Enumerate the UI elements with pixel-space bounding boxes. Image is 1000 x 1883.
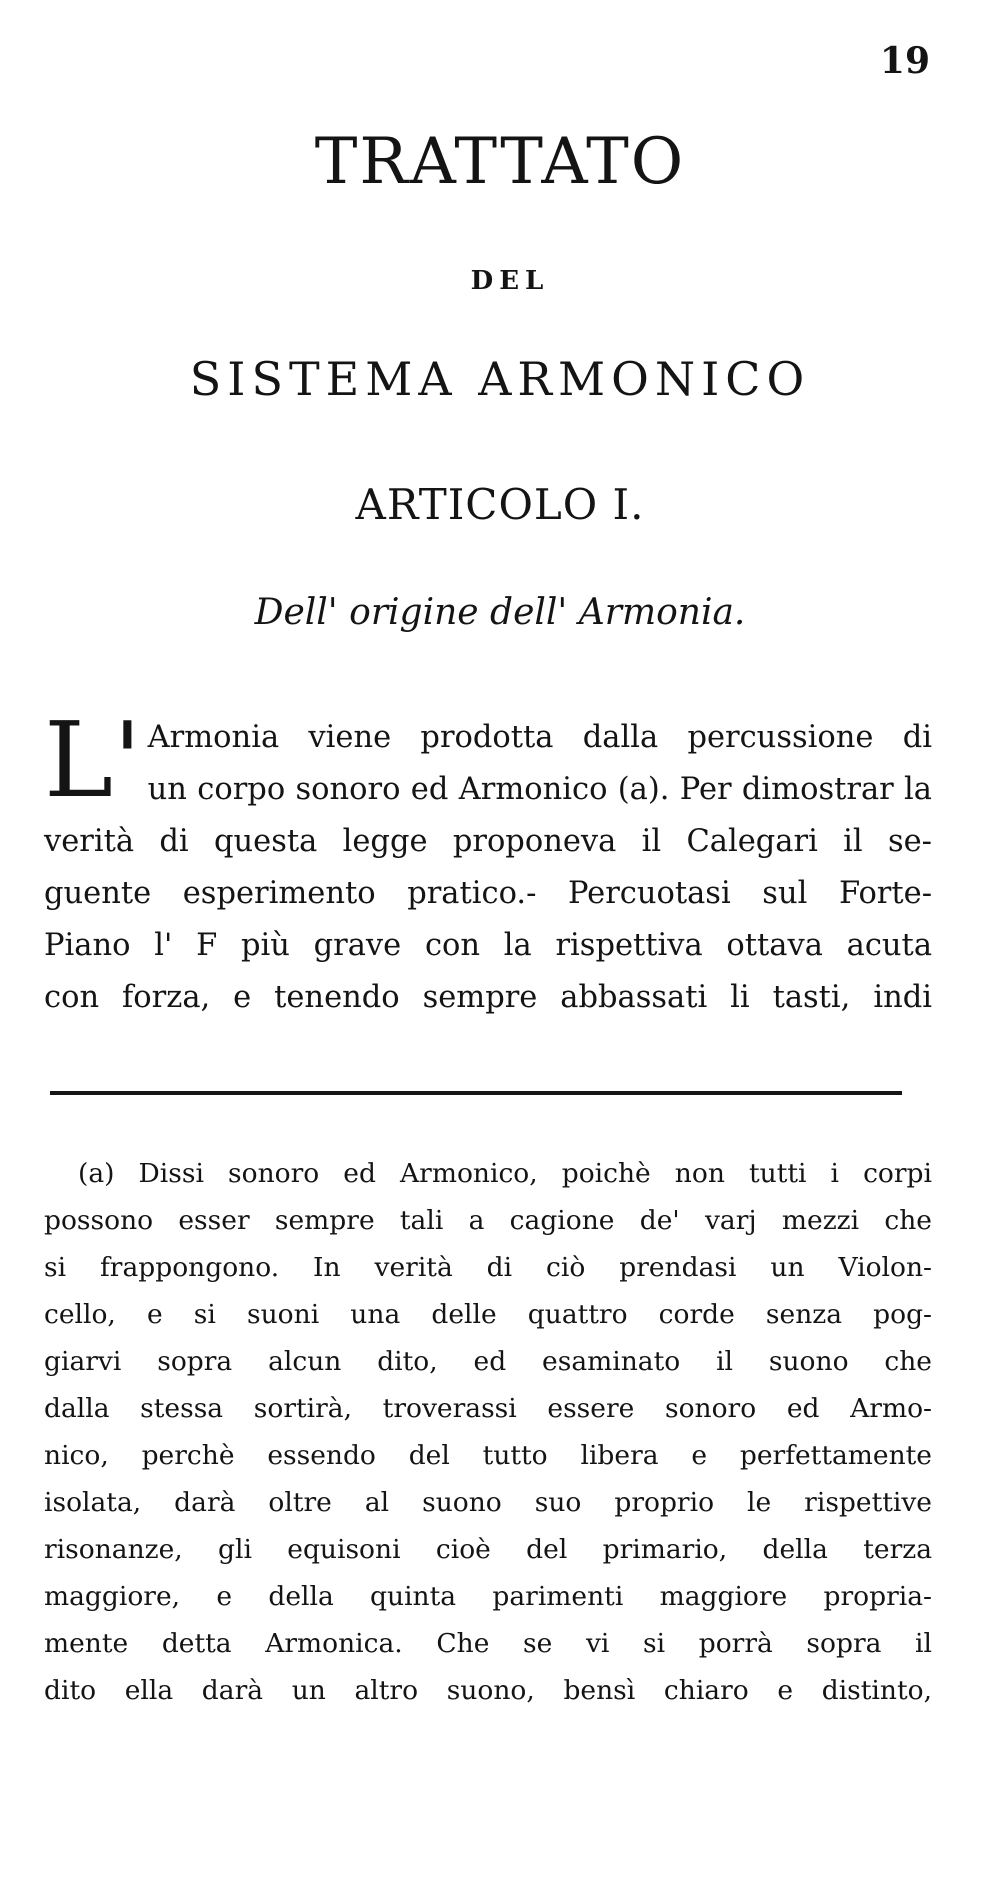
- page-number: 19: [879, 40, 930, 82]
- footnote-divider: [50, 1091, 902, 1095]
- footnote-line: possono esser sempre tali a cagione de' varj mezzi che: [44, 1205, 932, 1236]
- body-line: verità di questa legge proponeva il Calegari il se-: [44, 824, 932, 859]
- section-title: Dell' origine dell' Armonia.: [254, 592, 746, 633]
- treatise-title: TRATTATO: [314, 125, 686, 199]
- drop-cap: L': [44, 699, 142, 821]
- footnote-line: maggiore, e della quinta parimenti maggiore propria-: [44, 1581, 932, 1612]
- footnote: [44, 1150, 932, 1714]
- body-line: Piano l' F più grave con la rispettiva ottava acuta: [44, 928, 932, 963]
- article-heading: ARTICOLO I.: [355, 480, 645, 529]
- footnote-line: cello, e si suoni una delle quattro corde senza pog-: [44, 1299, 932, 1330]
- footnote-line: dito ella darà un altro suono, bensì chiaro e distinto,: [44, 1675, 932, 1706]
- body-line: guente esperimento pratico.- Percuotasi sul Forte-: [44, 876, 932, 911]
- footnote-line: isolata, darà oltre al suono suo proprio le rispettive: [44, 1487, 932, 1518]
- footnote-line: dalla stessa sortirà, troverassi essere sonoro ed Armo-: [44, 1393, 932, 1424]
- footnote-line: nico, perchè essendo del tutto libera e perfettamente: [44, 1440, 932, 1471]
- body-line: un corpo sonoro ed Armonico (a). Per dimostrar la: [147, 772, 932, 807]
- footnote-line: (a) Dissi sonoro ed Armonico, poichè non tutti i corpi: [78, 1158, 932, 1189]
- footnote-line: mente detta Armonica. Che se vi si porrà sopra il: [44, 1628, 932, 1659]
- body-line: con forza, e tenendo sempre abbassati li tasti, indi: [44, 980, 932, 1015]
- footnote-line: risonanze, gli equisoni cioè del primario, della terza: [44, 1534, 932, 1565]
- footnote-line: si frappongono. In verità di ciò prendasi un Violon-: [44, 1252, 932, 1283]
- footnote-line: giarvi sopra alcun dito, ed esaminato il suono che: [44, 1346, 932, 1377]
- treatise-subtitle: SISTEMA ARMONICO: [189, 352, 811, 406]
- body-line: Armonia viene prodotta dalla percussione di: [147, 720, 932, 755]
- main-text: [44, 699, 932, 1024]
- title-conjunction: DEL: [470, 266, 550, 296]
